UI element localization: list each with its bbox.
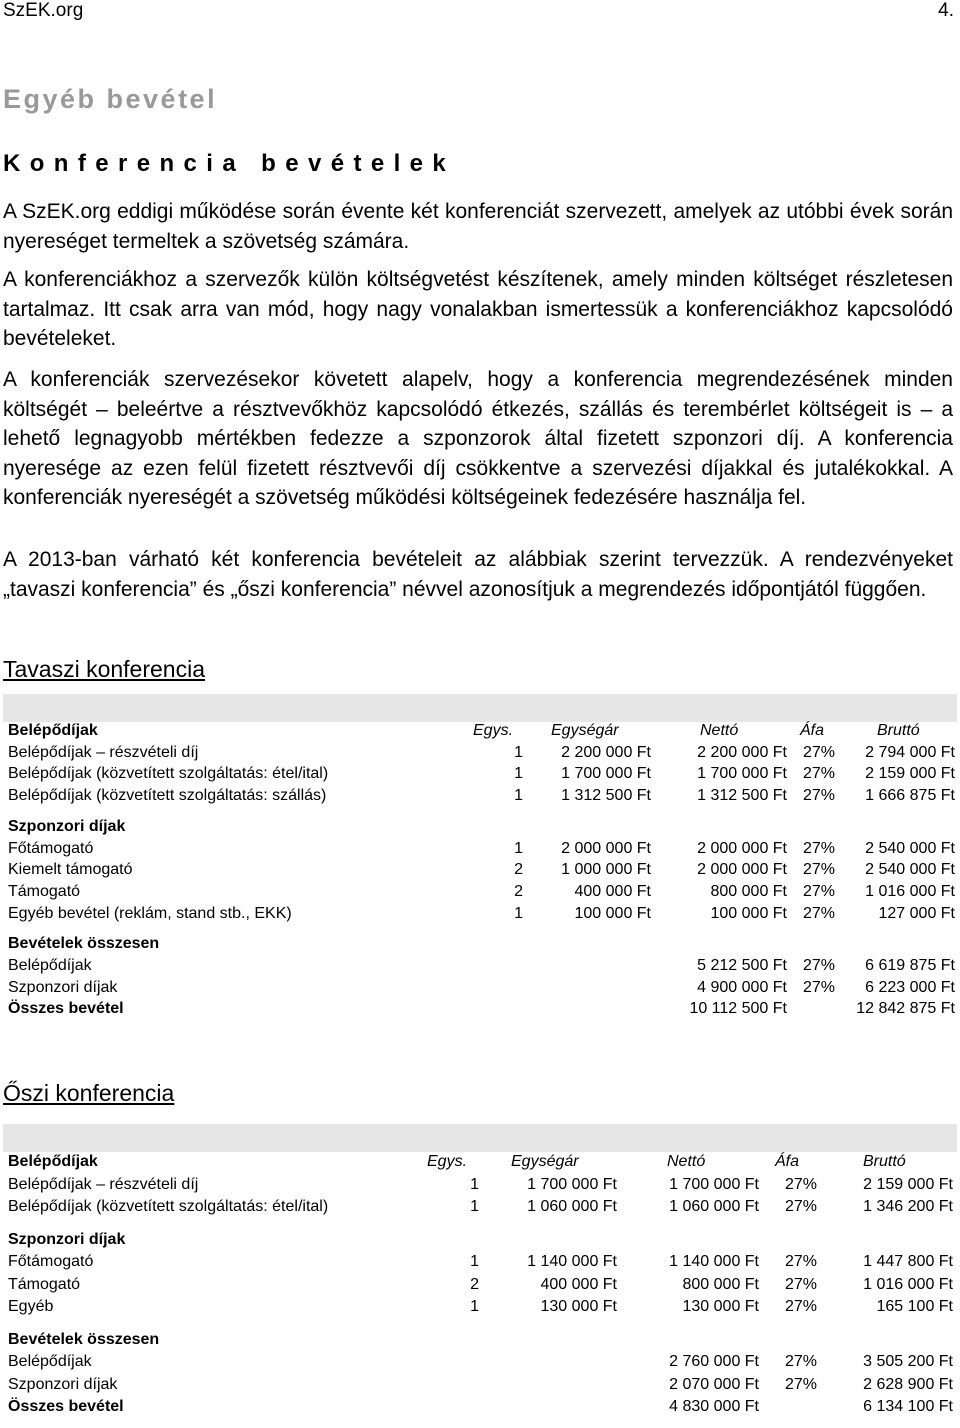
cell-vat: 27% [784, 1375, 817, 1393]
cell-vat: 27% [784, 1298, 817, 1315]
cell-net: 5 212 500 Ft [697, 957, 787, 974]
cell-vat: 27% [802, 904, 835, 922]
column-header: Egységár [511, 1153, 579, 1170]
cell-net: 800 000 Ft [682, 1275, 759, 1293]
cell-gross: 165 100 Ft [876, 1298, 953, 1315]
header-site-name: SzEK.org [3, 0, 84, 21]
table-row [3, 787, 957, 809]
row-label: Belépődíjak (közvetített szolgáltatás: étel/ital) [8, 765, 329, 783]
table-row [3, 1176, 957, 1198]
cell-gross: 2 159 000 Ft [863, 1175, 953, 1193]
table-row [3, 1253, 957, 1275]
row-label: Belépődíjak – részvételi díj [8, 743, 199, 761]
cell-vat: 27% [802, 743, 835, 761]
cell-vat: 27% [802, 839, 835, 857]
cell-net: 2 070 000 Ft [669, 1375, 759, 1393]
header-page-number: 4. [938, 0, 954, 21]
table-row [3, 1298, 957, 1320]
table-row [3, 883, 957, 905]
cell-gross: 1 666 875 Ft [865, 787, 955, 805]
cell-qty: 1 [514, 839, 523, 857]
cell-qty: 1 [470, 1175, 479, 1193]
cell-gross: 1 016 000 Ft [863, 1275, 953, 1293]
row-label: Bevételek összesen [8, 935, 160, 953]
cell-gross: 2 540 000 Ft [865, 861, 955, 879]
cell-net: 1 060 000 Ft [669, 1198, 759, 1215]
cell-vat: 27% [802, 978, 835, 996]
table-header-bar [3, 1124, 957, 1152]
table-row [3, 861, 957, 883]
table-row [3, 840, 957, 862]
row-label: Szponzori díjak [8, 817, 126, 835]
cell-unit-price: 2 000 000 Ft [561, 839, 651, 857]
row-label: Szponzori díjak [8, 1375, 118, 1393]
cell-vat: 27% [784, 1275, 817, 1293]
column-header: Áfa [775, 1153, 800, 1170]
cell-unit-price: 400 000 Ft [574, 882, 651, 900]
cell-vat: 27% [802, 861, 835, 879]
cell-unit-price: 1 312 500 Ft [561, 787, 651, 805]
section-title: Egyéb bevétel [3, 84, 218, 114]
cell-gross: 2 540 000 Ft [865, 839, 955, 857]
table-row [3, 1331, 957, 1353]
cell-unit-price: 1 140 000 Ft [527, 1253, 617, 1270]
column-header: Nettó [700, 722, 739, 739]
cell-net: 1 140 000 Ft [669, 1253, 759, 1270]
table-row [3, 1153, 957, 1175]
paragraph-2: A konferenciákhoz a szervezők külön költségvetést készítenek, amely minden költséget részletesen tartalmaz. Itt csak arra van mód, hogy nagy vonalakban ismertessük a konferenciákhoz kapcsolódó bevételeket. [3, 268, 953, 350]
cell-gross: 3 505 200 Ft [863, 1353, 953, 1370]
cell-gross: 2 628 900 Ft [863, 1375, 953, 1393]
row-label: Támogató [8, 1275, 81, 1293]
cell-net: 130 000 Ft [682, 1298, 759, 1315]
cell-net: 2 760 000 Ft [669, 1353, 759, 1370]
cell-vat: 27% [784, 1198, 817, 1215]
cell-qty: 1 [514, 787, 523, 805]
subsection-title: Konferencia bevételek [3, 150, 456, 177]
column-header: Egys. [427, 1153, 468, 1170]
column-header: Egys. [473, 722, 514, 739]
column-header: Nettó [667, 1153, 706, 1170]
row-label: Belépődíjak (közvetített szolgáltatás: étel/ital) [8, 1198, 329, 1215]
row-label: Belépődíjak [8, 722, 98, 739]
cell-net: 1 312 500 Ft [697, 787, 787, 805]
cell-vat: 27% [784, 1253, 817, 1270]
cell-unit-price: 1 000 000 Ft [561, 861, 651, 879]
table-row [3, 905, 957, 927]
table-row [3, 1198, 957, 1220]
cell-net: 10 112 500 Ft [689, 1000, 787, 1018]
table-row [3, 818, 957, 840]
cell-qty: 1 [470, 1298, 479, 1315]
table-header-bar [3, 694, 957, 722]
paragraph-1: A SzEK.org eddigi működése során évente két konferenciát szervezett, amelyek az utóbbi évek során nyereséget termeltek a szövetség számára. [3, 200, 953, 253]
cell-unit-price: 400 000 Ft [540, 1275, 617, 1293]
table-row [3, 1000, 957, 1022]
table-row [3, 1398, 957, 1420]
cell-gross: 12 842 875 Ft [856, 1000, 955, 1018]
cell-vat: 27% [802, 787, 835, 805]
row-label: Főtámogató [8, 839, 94, 857]
cell-qty: 2 [470, 1275, 479, 1293]
row-label: Egyéb [8, 1298, 54, 1315]
cell-qty: 1 [470, 1198, 479, 1215]
table-row [3, 957, 957, 979]
column-header: Áfa [800, 722, 825, 739]
cell-vat: 27% [802, 957, 835, 974]
cell-gross: 1 447 800 Ft [863, 1253, 953, 1270]
cell-unit-price: 100 000 Ft [574, 904, 651, 922]
paragraph-4: A 2013-ban várható két konferencia bevételeit az alábbiak szerint tervezzük. A rendezvényeket „tavaszi konferencia” és „őszi konferencia” névvel azonosítjuk a megrendezés időpontjától függően. [3, 548, 953, 601]
table-row [3, 765, 957, 787]
table-row [3, 1376, 957, 1398]
table-heading-autumn: Őszi konferencia [3, 1080, 175, 1106]
cell-gross: 6 619 875 Ft [865, 957, 955, 974]
row-label: Főtámogató [8, 1253, 94, 1270]
table-row [3, 1353, 957, 1375]
column-header: Bruttó [877, 722, 920, 739]
cell-vat: 27% [784, 1175, 817, 1193]
cell-qty: 2 [514, 861, 523, 879]
row-label: Szponzori díjak [8, 978, 118, 996]
table-row [3, 935, 957, 957]
table-row [3, 979, 957, 1001]
table-row [3, 1276, 957, 1298]
row-label: Belépődíjak [8, 1153, 98, 1170]
cell-qty: 1 [514, 904, 523, 922]
cell-qty: 1 [514, 743, 523, 761]
cell-vat: 27% [784, 1353, 817, 1370]
cell-unit-price: 1 700 000 Ft [561, 765, 651, 783]
row-label: Belépődíjak (közvetített szolgáltatás: szállás) [8, 787, 327, 805]
cell-net: 800 000 Ft [710, 882, 787, 900]
table-row [3, 744, 957, 766]
row-label: Belépődíjak [8, 957, 92, 974]
cell-net: 1 700 000 Ft [697, 765, 787, 783]
cell-unit-price: 130 000 Ft [540, 1298, 617, 1315]
column-header: Egységár [551, 722, 619, 739]
cell-vat: 27% [802, 882, 835, 900]
cell-net: 100 000 Ft [710, 904, 787, 922]
cell-unit-price: 1 700 000 Ft [527, 1175, 617, 1193]
cell-net: 4 830 000 Ft [669, 1398, 759, 1415]
table-row [3, 722, 957, 744]
cell-qty: 1 [514, 765, 523, 783]
row-label: Belépődíjak – részvételi díj [8, 1175, 199, 1193]
row-label: Egyéb bevétel (reklám, stand stb., EKK) [8, 904, 292, 922]
cell-gross: 1 016 000 Ft [865, 882, 955, 900]
paragraph-3: A konferenciák szervezésekor követett alapelv, hogy a konferencia megrendezésének minden költségét – beleértve a résztvevőkhöz kapcsolódó étkezés, szállás és terembérlet költségeit is – a lehető legnagyobb mértékben fedezze a szponzorok által fizetett szponzori díj. A konferencia nyeresége az ezen felül fizetett résztvevői díj csökkentve a szervezési díjakkal és jutalékokkal. A konferenciák nyereségét a szövetség működési költségeinek fedezésére használja fel. [3, 368, 953, 509]
cell-qty: 2 [514, 882, 523, 900]
cell-vat: 27% [802, 765, 835, 783]
cell-gross: 6 134 100 Ft [863, 1398, 953, 1415]
row-label: Bevételek összesen [8, 1330, 160, 1348]
row-label: Szponzori díjak [8, 1230, 126, 1248]
cell-net: 2 000 000 Ft [697, 861, 787, 879]
row-label: Kiemelt támogató [8, 861, 133, 879]
cell-gross: 127 000 Ft [878, 904, 955, 922]
table-heading-spring: Tavaszi konferencia [3, 656, 205, 682]
table-row [3, 1231, 957, 1253]
cell-gross: 2 159 000 Ft [865, 765, 955, 783]
row-label: Támogató [8, 882, 81, 900]
cell-gross: 6 223 000 Ft [865, 978, 955, 996]
cell-unit-price: 1 060 000 Ft [527, 1198, 617, 1215]
cell-gross: 2 794 000 Ft [865, 743, 955, 761]
row-label: Összes bevétel [8, 1398, 124, 1415]
cell-net: 4 900 000 Ft [697, 978, 787, 996]
cell-net: 2 000 000 Ft [697, 839, 787, 857]
cell-unit-price: 2 200 000 Ft [561, 743, 651, 761]
cell-qty: 1 [470, 1253, 479, 1270]
column-header: Bruttó [863, 1153, 906, 1170]
cell-net: 1 700 000 Ft [669, 1175, 759, 1193]
cell-net: 2 200 000 Ft [697, 743, 787, 761]
cell-gross: 1 346 200 Ft [863, 1198, 953, 1215]
row-label: Összes bevétel [8, 1000, 124, 1018]
row-label: Belépődíjak [8, 1353, 92, 1370]
